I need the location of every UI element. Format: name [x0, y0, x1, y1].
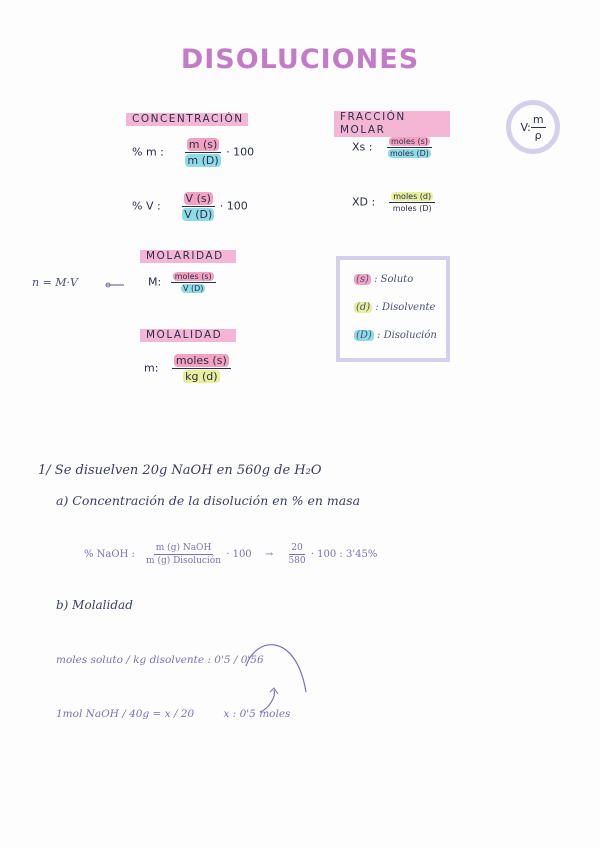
- legend-text-disolvente: : Disolvente: [375, 302, 436, 313]
- page-title: DISOLUCIONES: [180, 44, 420, 75]
- calc-a-num: m (g) NaOH: [155, 543, 212, 553]
- vol-percent-num: V (s): [185, 192, 211, 205]
- fraccion-molar-label: FRACCIÓN MOLAR: [334, 111, 450, 137]
- mass-percent-lhs: % m :: [132, 145, 164, 159]
- legend-box: [336, 256, 450, 362]
- concentracion-label: CONCENTRACIÓN: [126, 113, 248, 126]
- calc-b2-equation: 1mol NaOH / 40g = x / 20: [56, 708, 195, 720]
- density-num: m: [532, 112, 544, 126]
- exercise-part-a: a) Concentración de la disolución en % en masa: [56, 493, 361, 508]
- calc-b1: moles soluto / kg disolvente : 0'5 / 0'56: [56, 654, 264, 666]
- legend-item-disolvente: [354, 302, 435, 313]
- molalidad-num: moles (s): [175, 354, 227, 367]
- molaridad-formula: [148, 272, 216, 293]
- molalidad-formula: [144, 354, 231, 383]
- calc-a-den2: 580: [288, 556, 306, 566]
- calc-b2-result: x : 0'5 moles: [223, 708, 291, 720]
- molaridad-num: moles (s): [174, 272, 212, 281]
- density-lhs: V:: [520, 120, 531, 134]
- legend-key-d: (d): [356, 302, 371, 313]
- vol-percent-formula: [132, 192, 248, 221]
- density-den: ρ: [534, 128, 542, 142]
- xs-num: moles (s): [390, 137, 428, 146]
- xd-num: moles (d): [393, 192, 432, 201]
- arrow-right-icon: →: [264, 549, 274, 560]
- molaridad-den: V (D): [182, 284, 204, 293]
- exercise-statement: 1/ Se disuelven 20g NaOH en 560g de H₂O: [38, 463, 322, 478]
- curved-arrow-icon: [226, 636, 318, 716]
- vol-percent-factor: · 100: [219, 199, 248, 213]
- xs-den: moles (D): [389, 149, 429, 158]
- exercise-part-b: b) Molalidad: [56, 598, 133, 612]
- xd-lhs: XD :: [352, 195, 376, 209]
- molaridad-label: MOLARIDAD: [140, 250, 236, 263]
- mass-percent-den: m (D): [187, 154, 219, 167]
- mass-percent-formula: [132, 138, 254, 167]
- calc-a-num2: 20: [291, 543, 303, 553]
- xd-formula: [352, 192, 436, 213]
- density-formula: [506, 100, 560, 154]
- molalidad-label: MOLALIDAD: [140, 329, 236, 342]
- legend-item-soluto: [354, 274, 413, 285]
- vol-percent-lhs: % V :: [132, 199, 161, 213]
- xs-lhs: Xs :: [352, 140, 373, 154]
- vol-percent-den: V (D): [184, 208, 213, 221]
- legend-key-s: (s): [356, 274, 369, 285]
- legend-item-disolucion: [354, 330, 437, 341]
- xd-den: moles (D): [392, 204, 432, 213]
- legend-text-disolucion: : Disolución: [377, 330, 437, 341]
- calc-a-den: m (g) Disolución: [146, 556, 222, 566]
- calc-a: [84, 543, 377, 566]
- molaridad-lhs: M:: [148, 275, 162, 289]
- xs-formula: [352, 137, 433, 158]
- molaridad-side-note: n = M·V: [32, 276, 78, 289]
- calc-a-lhs: % NaOH :: [84, 549, 135, 560]
- calc-b2: [56, 708, 290, 720]
- molalidad-lhs: m:: [144, 361, 159, 375]
- mass-percent-num: m (s): [188, 138, 218, 151]
- mass-percent-factor: · 100: [226, 145, 255, 159]
- calc-a-result: · 100 : 3'45%: [310, 549, 378, 560]
- arrow-left-icon: [104, 280, 126, 290]
- legend-key-D: (D): [356, 330, 372, 341]
- legend-text-soluto: : Soluto: [374, 274, 414, 285]
- calc-a-factor: · 100: [226, 549, 252, 560]
- molalidad-den: kg (d): [185, 370, 218, 383]
